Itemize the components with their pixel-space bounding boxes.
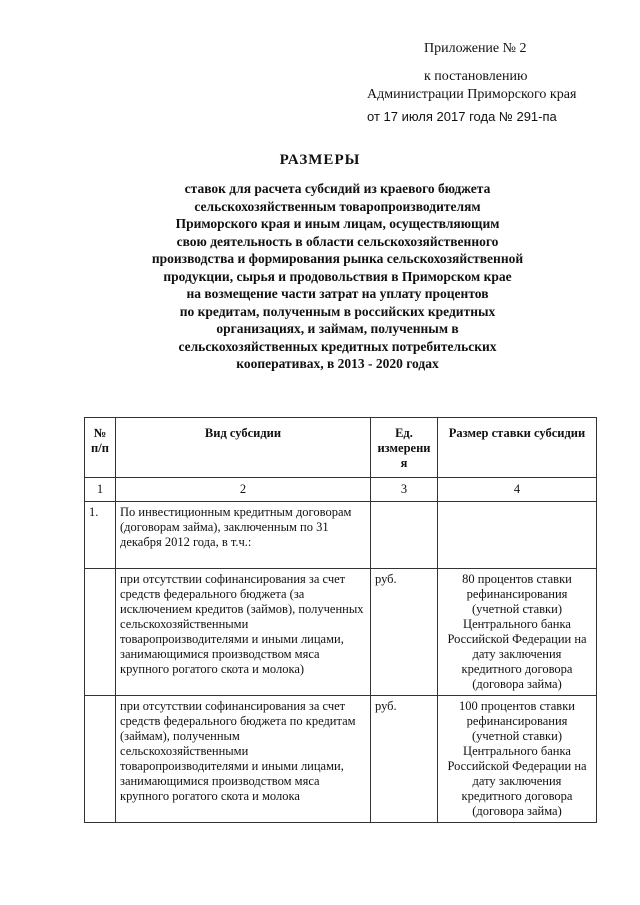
- row-number: [85, 696, 116, 823]
- header-number: № п/п: [85, 418, 116, 478]
- document-subtitle: [150, 180, 525, 373]
- row-unit: руб.: [371, 696, 438, 823]
- subtitle-line: по кредитам, полученным в российских кредитных: [179, 303, 496, 319]
- table-numbering-row: [85, 478, 597, 502]
- subtitle-line: Приморского края и иным лицам, осуществляющим: [175, 216, 500, 231]
- column-number: 2: [116, 478, 371, 502]
- resolution-line-1: к постановлению: [424, 69, 528, 84]
- subtitle-line: на возмещение части затрат на уплату процентов: [186, 286, 489, 301]
- row-subsidy-type: при отсутствии софинансирования за счет средств федерального бюджета (за исключением кредитов (займов), полученных сельскохозяйственными товаропроизводителями и иными лицами, занимающимися производством мяса крупного рогатого скота и молока): [116, 569, 371, 696]
- row-rate: 80 процентов ставки рефинансирования (учетной ставки) Центрального банка Российской Федерации на дату заключения кредитного договора (договора займа): [438, 569, 597, 696]
- resolution-line-2: Администрации Приморского края: [367, 87, 577, 102]
- row-unit: [371, 502, 438, 569]
- subtitle-line: производства и формирования рынка сельскохозяйственной: [151, 251, 524, 266]
- subtitle-line: продукции, сырья и продовольствия в Приморском крае: [163, 268, 512, 284]
- table-row: [85, 502, 597, 569]
- date-stamp: от 17 июля 2017 года № 291-па: [367, 109, 557, 124]
- subtitle-line: ставок для расчета субсидий из краевого бюджета: [184, 181, 491, 196]
- subtitle-line: сельскохозяйственных кредитных потребительских: [178, 338, 497, 354]
- table-header-row: [85, 418, 597, 478]
- row-rate: [438, 502, 597, 569]
- table-row: [85, 569, 597, 696]
- row-rate: 100 процентов ставки рефинансирования (учетной ставки) Центрального банка Российской Федерации на дату заключения кредитного договора (договора займа): [438, 696, 597, 823]
- appendix-label: Приложение № 2: [424, 41, 527, 56]
- table-row: [85, 696, 597, 823]
- row-number: [85, 569, 116, 696]
- column-number: 1: [85, 478, 116, 502]
- column-number: 3: [371, 478, 438, 502]
- header-subsidy-type: Вид субсидии: [116, 418, 371, 478]
- header-unit: Ед. измерени я: [371, 418, 438, 478]
- row-number: 1.: [85, 502, 116, 569]
- subtitle-line: организациях, и займам, полученным в: [216, 321, 459, 336]
- document-title: РАЗМЕРЫ: [279, 152, 361, 168]
- subtitle-line: кооперативах, в 2013 - 2020 годах: [236, 356, 439, 371]
- row-unit: руб.: [371, 569, 438, 696]
- subsidy-rates-table: [84, 417, 597, 823]
- row-subsidy-type: при отсутствии софинансирования за счет средств федерального бюджета по кредитам (займам), полученным сельскохозяйственными товаропроизводителями и иными лицами, занимающимися производством мяса крупного рогатого скота и молока: [116, 696, 371, 823]
- subtitle-line: свою деятельность в области сельскохозяйственного: [176, 233, 499, 249]
- column-number: 4: [438, 478, 597, 502]
- subtitle-line: сельскохозяйственным товаропроизводителям: [194, 198, 481, 214]
- row-subsidy-type: По инвестиционным кредитным договорам (договорам займа), заключенным по 31 декабря 2012 года, в т.ч.:: [116, 502, 371, 569]
- header-rate: Размер ставки субсидии: [438, 418, 597, 478]
